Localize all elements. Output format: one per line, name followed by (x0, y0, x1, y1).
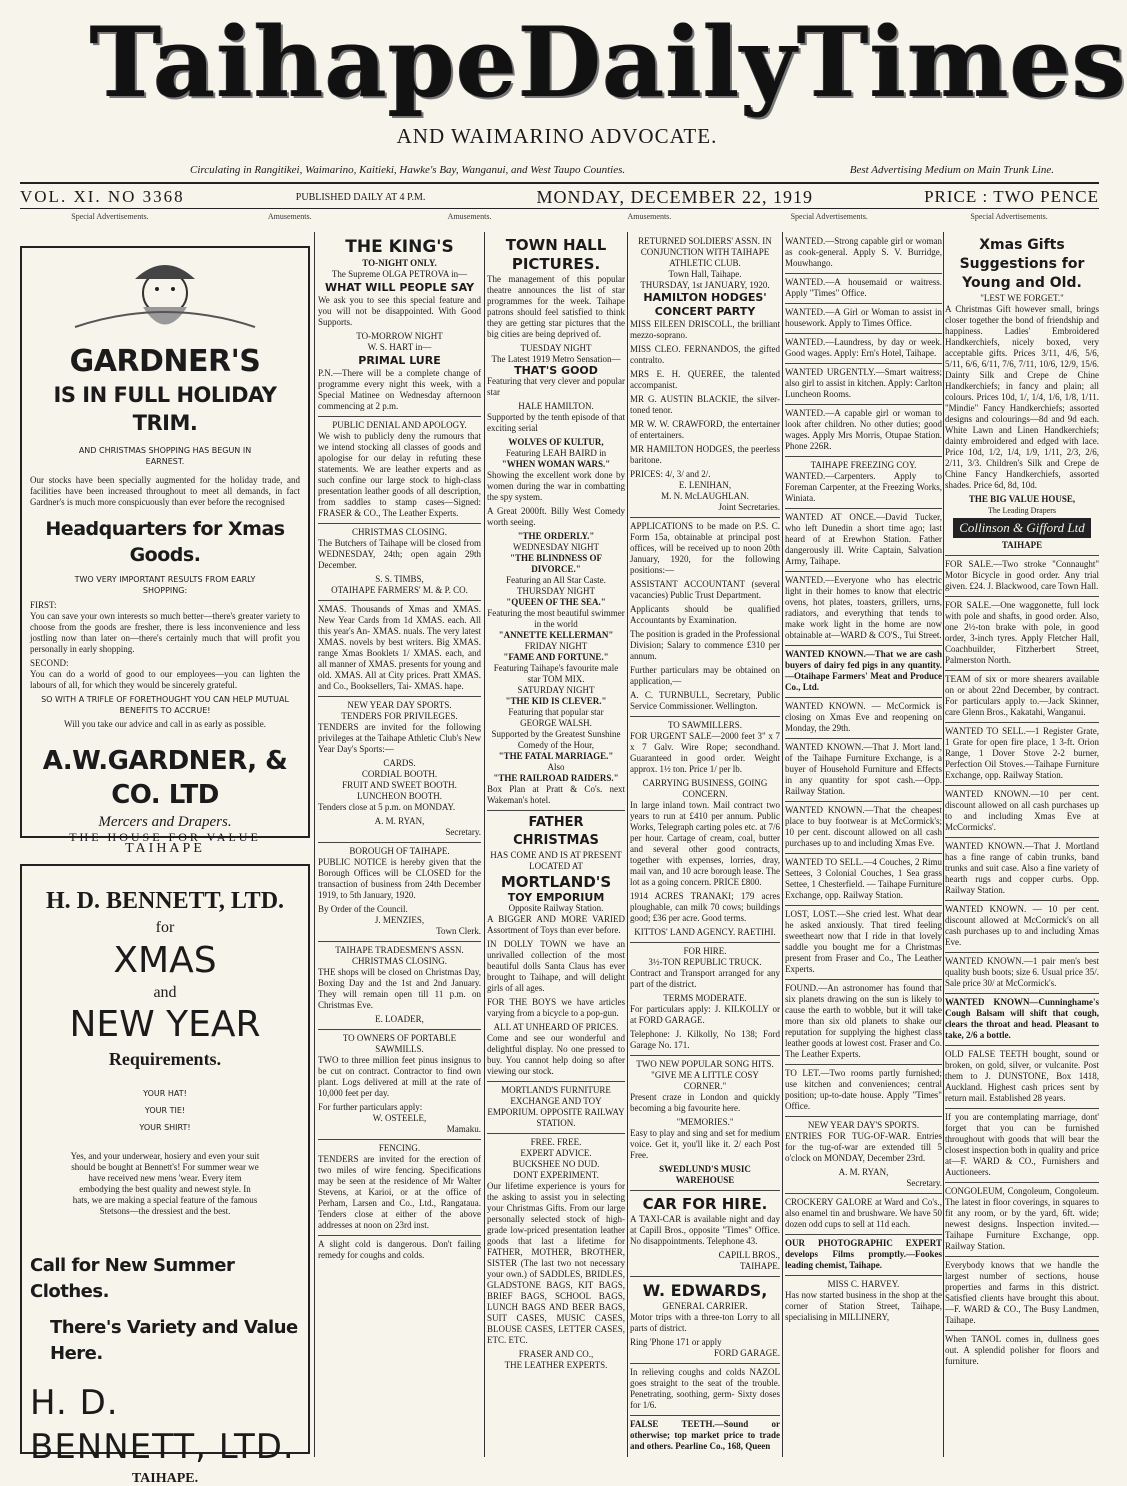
false-teeth: FALSE TEETH.—Sound or otherwise; top market price to trade and others. Pearline Co., 168, Queen (630, 1415, 780, 1452)
telephone: Telephone: J. Kilkolly, No 138; Ford Garage No. 171. (630, 1029, 780, 1050)
tanol: When TANOL comes in, dullness goes out. A splendid polisher for floors and furniture. (945, 1330, 1099, 1367)
wanted-pigs: WANTED KNOWN.—That we are cash buyers of dairy fed pigs in any quantity.—Otaihape Farmers' Meat and Produce Co., Ltd. (785, 645, 942, 693)
leah: Featuring LEAH BAIRD in (505, 448, 607, 458)
category-label: Amusements. (447, 212, 492, 221)
sale-waggonette: FOR SALE.—One waggonette, full lock with pole and shafts, in good order. Also, one 2½-ton brake with pole, in good order, 3-inch tyres. Apply Fletcher Hall, Coachbuilder, Fitzherbert Street, Palmerston North. (945, 596, 1099, 666)
hart: W. S. HART in— (367, 342, 432, 352)
column-1 (20, 232, 310, 1486)
santa-icon (65, 257, 265, 337)
xmas-label: XMAS (113, 940, 217, 981)
orderly-intro: A Great 2000ft. Billy West Comedy worth seeing. (487, 506, 625, 527)
performer-hodges: MR HAMILTON HODGES, the peerless baritone. (630, 444, 780, 465)
discount: WANTED KNOWN.—10 per cent. discount allowed on all cash purchases up to and including Xmas Eve at McCormicks'. (945, 785, 1099, 833)
gardner-advert (20, 246, 310, 856)
column-3 (487, 232, 625, 1457)
circulation: Circulating in Rangitikei, Waimarino, Kaitieki, Hawke's Bay, Wanganui, and West Taupo Counties. (190, 164, 626, 176)
issue-date: MONDAY, DECEMBER 22, 1919 (536, 186, 813, 207)
divorce-body: Featuring an All Star Caste. (506, 575, 606, 585)
volume-number: VOL. XI. NO 3368 (20, 187, 185, 206)
qualified: Applicants should be qualified Accountants by Examination. (630, 604, 780, 625)
found: FOUND.—An astronomer has found that six planets drawing on the sun is likely to cause the earth to wobble, but it will take more than six old planets to shake our reputation for supplying the highest class leather goods at lowest cost. Fraser and Co. The Leather Experts. (785, 979, 942, 1060)
gardner-firm: A.W.GARDNER, & CO. LTD (42, 746, 288, 810)
concert-party: HAMILTON HODGES' CONCERT PARTY (643, 291, 767, 318)
walsh-intro: Featuring that popular star (508, 707, 604, 717)
and-label: and (153, 984, 177, 1001)
tug-body: ENTRIES FOR TUG-OF-WAR. Entries for the tug-of-war are extended till 5 o'clock on MONDAY, December 23rd. (785, 1131, 942, 1163)
category-label: Amusements. (627, 212, 672, 221)
first-label: FIRST: (30, 600, 57, 610)
gardner-town: TAIHAPE (125, 841, 205, 856)
your-shirt: YOUR SHIRT! (139, 1123, 191, 1132)
tenders-close: Tenders close at 5 p.m. on MONDAY. (318, 802, 456, 812)
gifts-list: A Christmas Gift however small, brings closer together the bond of friendship and happiness. Ladies' Embroidered Handkerchiefs, nicely boxed, very acceptable gifts. Prices 3/11, 4/6, 5/6, 5/11, 6/6, 6/11, 7/6, 7/11, 10/6, 12/9, 15/6. Dainty Silk and Crepe de Chine Handkerchiefs; in fancy and plain; all colours. Prices 10d, 1/, 1/4, 1/6, 1/8, 1/11. "Mindie" Fancy Handkerchiefs; assorted designs and colourings—8d and 9d each. White Lawn and Linen Handkerchiefs; dainty embroidered and edged with lace. Price 10d, 1/2, 1/4, 1/9, 1/11, 2/3, 2/6, 2/11, 3/3. Children's Silk and Crepe de Chine Fancy Handkerchiefs, assorted shades. Price 6d, 8d, 10d. (945, 304, 1099, 490)
performer-queree: MRS E. H. QUEREE, the talented accompanist. (630, 369, 780, 390)
wanted-tucker: WANTED AT ONCE.—David Tucker, who left Dunedin a short time ago; last heard of at Erewhon Station. Father dangerously ill. Write Captain, Salvation Army, Taihape. (785, 508, 942, 567)
sawmill-title: TO OWNERS OF PORTABLE SAWMILLS. (318, 1029, 481, 1055)
hire-title: FOR HIRE. (630, 942, 780, 957)
sea-body: Featuring the most beautiful swimmer in the world (487, 608, 625, 629)
second-reason: You can do a world of good to our employees—you can lighten the labours of all, for which they would be sincerely grateful. (30, 669, 300, 690)
town-clerk: Town Clerk. (436, 926, 481, 936)
film-thats-good: THAT'S GOOD (514, 364, 598, 377)
tenders-title: TENDERS FOR PRIVILEGES. (341, 711, 458, 721)
fruit-booth: FRUIT AND SWEET BOOTH. (342, 780, 457, 790)
mercers: Mercers and Drapers. (98, 814, 232, 830)
call-summer: Call for New Summer Clothes. (30, 1255, 235, 1302)
first-reason: You can save your own interests so much better—there's greater variety to choose from the goods are fresher, there is less inconvenience and less jostling now than later on—there's certainly much that will profit you personally in early shopping. (30, 611, 300, 654)
gardner-headline: Headquarters for Xmas Goods. (45, 518, 285, 566)
film-1: WHAT WILL PEOPLE SAY (324, 281, 475, 294)
saturday: SATURDAY NIGHT (517, 685, 595, 695)
advertising-line: Best Advertising Medium on Main Trunk Line. (849, 164, 1054, 176)
terms: TERMS MODERATE. (663, 993, 747, 1003)
wanted-mccormick: WANTED KNOWN. — McCormick is closing on Xmas Eve and reopening on Monday, the 29th. (785, 697, 942, 734)
advice: Will you take our advice and call in as early as possible. (63, 719, 267, 729)
film-2-body: P.N.—There will be a complete change of programme every night this week, with a Special Matinee on Wednesday afternoon commencing at 2 p.m. (318, 368, 481, 411)
sawmill-more: For further particulars apply: (318, 1102, 423, 1112)
lost-lost: LOST, LOST.—She cried lest. What dear he asked anxiously. That tired feeling sweetheart now that I ride in that lovely saddle you bought me for a Christmas present from Fraser and Co., The Leather Experts. (785, 905, 942, 975)
tonight: TO-NIGHT ONLY. (362, 258, 437, 268)
crockery: CROCKERY GALORE at Ward and Co's., also enamel tin and brushware. We have 50 dozen odd cups to sell at 11d each. (785, 1193, 942, 1230)
dolly-town: IN DOLLY TOWN we have an unrivalled collection of the most beautiful dolls Santa Claus has ever brought to Taihape, and will delight girls of all ages. (487, 939, 625, 993)
ring-phone: Ring 'Phone 171 or apply (630, 1337, 722, 1347)
denial-body: We wish to publicly deny the rumours that we intend stocking all classes of goods and apologise for our delay in refuting these statements. We are leather experts and as such confine our large stock to high-class presentation leather goods of all description, from saddles to stamp cases—Signed: FRASER & CO., The Leather Experts. (318, 431, 481, 518)
collinson-town: TAIHAPE (1001, 540, 1043, 550)
hale-hamilton: HALE HAMILTON. (518, 401, 594, 411)
column-rule (943, 232, 944, 1457)
fencing-body: TENDERS are invited for the erection of two miles of wire fencing. Specifications may be seen at the residence of Mr Walter Stevens, at Karioi, or at the office of Perham, Larsen and Co., Ltd., Rangataua. Tenders close at either of the above addresses at noon on 23rd inst. (318, 1154, 481, 1230)
wanted-to-sell: WANTED TO SELL.—4 Couches, 2 Rimu Settees, 3 Colonial Couches, 1 Sea grass Settee, 1 Chesterfield. — Taihape Furniture Exchange, opp. Railway Station. (785, 853, 942, 901)
swedlund: SWEDLUND'S MUSIC WAREHOUSE (659, 1164, 751, 1185)
divider (20, 182, 1099, 184)
kings-title: THE KING'S (345, 237, 454, 257)
wanted-housemaid: WANTED.—A housemaid or waitress. Apply "Times" Office. (785, 273, 942, 299)
town-hall-title: TOWN HALL PICTURES. (505, 236, 607, 273)
tug-secretary: Secretary. (906, 1178, 942, 1188)
trades-body: THE shops will be closed on Christmas Day, Boxing Day and the 1st and 2nd January. They will remain open till 11 p.m. on Christmas Eve. (318, 967, 481, 1010)
ryan-sign: A. M. RYAN, (374, 816, 425, 826)
turnbull: A. C. TURNBULL, Secretary, Public Service Commissioner. Wellington. (630, 690, 780, 711)
tenders-body: TENDERS are invited for the following privileges at the Taihape Athletic Club's New Year Day's Sports:— (318, 722, 481, 754)
landmen: Everybody knows that we handle the largest number of sections, house properties and farms in this district. Satisfied clients have brought this about.—F. WARD & CO., The Busy Landmen, Taihape. (945, 1256, 1099, 1326)
memories: "MEMORIES." (676, 1117, 734, 1127)
opp-station: Opposite Railway Station. (508, 903, 604, 913)
rsa-title: RETURNED SOLDIERS' ASSN. IN CONJUNCTION WITH TAIHAPE ATHLETIC CLUB. (638, 236, 772, 268)
divider (20, 208, 1099, 209)
performer-cleo: MISS CLEO. FERNANDOS, the gifted contralto. (630, 344, 780, 365)
performer-eileen: MISS EILEEN DRISCOLL, the brilliant mezzo-soprano. (630, 319, 780, 340)
lenihan: E. LENIHAN, (678, 480, 732, 490)
motor-trips: Motor trips with a three-ton Lorry to all parts of district. (630, 1312, 780, 1333)
for-label: for (155, 919, 175, 936)
supreme: The Supreme OLGA PETROVA in— (331, 269, 468, 279)
lest-forget: "LEST WE FORGET." (980, 293, 1064, 303)
wire-rope: FOR URGENT SALE—2000 feet 3" x 7 x 7 Galv. Wire Rope; secondhand. Guaranteed in good order. Weight approx. 1½ ton. Price 1/ per lb. (630, 731, 780, 774)
free-free: FREE. FREE. (487, 1133, 625, 1148)
father-christmas: FATHER CHRISTMAS (487, 810, 625, 850)
car-for-hire: CAR FOR HIRE. (630, 1190, 780, 1214)
kellerman: "ANNETTE KELLERMAN" (498, 630, 614, 640)
trifle-note: SO WITH A TRIFLE OF FORETHOUGHT YOU CAN HELP MUTUAL BENEFITS TO ACCRUE! (41, 695, 289, 715)
tug-ryan: A. M. RYAN, (838, 1167, 889, 1177)
box-plan: Box Plan at Pratt & Co's. next Wakeman's hotel. (487, 784, 625, 805)
ryan-title: Secretary. (445, 827, 481, 837)
unheard-prices: ALL AT UNHEARD OF PRICES. (493, 1022, 619, 1032)
gardner-name: GARDNER'S (69, 344, 261, 379)
bennett-advert (20, 864, 310, 1486)
title-word-3: Times (797, 6, 1127, 119)
salary: The position is graded in the Professional Division; Salary to commence £310 per annum. (630, 629, 780, 661)
variety-value: There's Variety and Value Here. (50, 1317, 298, 1364)
gardner-trim: IS IN FULL HOLIDAY TRIM. (53, 383, 277, 435)
big-value-house: THE BIG VALUE HOUSE, (968, 494, 1076, 504)
denial-title: PUBLIC DENIAL AND APOLOGY. (318, 416, 481, 431)
nazol: In relieving coughs and colds NAZOL goes straight to the seat of the trouble. Penetrating, soothing, germ- Sixty doses for 1/6. (630, 1363, 780, 1411)
performer-crawford: MR W. W. CRAWFORD, the entertainer of entertainers. (630, 419, 780, 440)
discount-mccormick: WANTED KNOWN. — 10 per cent. discount allowed at McCormick's on all cash purchases up to and including Xmas Eve. (945, 900, 1099, 948)
film-2: PRIMAL LURE (358, 354, 441, 367)
category-label: Special Advertisements. (790, 212, 868, 221)
song-hits: TWO NEW POPULAR SONG HITS. "GIVE ME A LITTLE COSY CORNER." (630, 1055, 780, 1092)
closing-title: CHRISTMAS CLOSING. (318, 523, 481, 538)
sell-grates: WANTED TO SELL.—1 Register Grate, 1 Grate for open fire place, 1 3-ft. Orion Range, 1 Dover Stove 2-2 burner, Perfection Oil Stoves.—Taihape Furniture Exchange, opp. Railway Station. (945, 722, 1099, 781)
column-6 (945, 232, 1099, 1457)
xmas-cards: XMAS. Thousands of Xmas and XMAS. New Year Cards from 1d XMAS. each. All this year's An- XMAS. nuals. The very latest XMAS. novels by best writers. Big XMAS. range Xmas Booklets 1/ XMAS. each, and all manner of XMAS. presents for young and old. XMAS. All at City prices. Pratt XMAS. and Co., Booksellers, Tai- XMAS. hape. (318, 600, 481, 692)
mortland-store: MORTLAND'S FURNITURE EXCHANGE AND TOY EMPORIUM. OPPOSITE RAILWAY STATION. (487, 1081, 625, 1129)
sawmill-body: TWO to three million feet pinus insignus to be cut on contract. Contractor to find own plant. Logs delivered at mill at the rate of 10,000 feet per day. (318, 1055, 481, 1098)
wanted-cook: WANTED.—Strong capable girl or woman as cook-general. Apply S. V. Burridge, Mouwhango. (785, 236, 942, 268)
santa-illustration (30, 254, 300, 339)
category-label: Special Advertisements. (970, 212, 1048, 221)
column-rule (484, 232, 485, 1457)
fc-sub: HAS COME AND IS AT PRESENT LOCATED AT (490, 850, 622, 871)
walsh: GEORGE WALSH. (520, 718, 592, 728)
your-tie: YOUR TIE! (144, 1106, 186, 1115)
circulation-line (190, 164, 1054, 176)
title-word-2: Daily (518, 6, 798, 119)
closing-org: OTAIHAPE FARMERS' M. & P. CO. (331, 585, 468, 595)
closing-body: The Butchers of Taihape will be closed from WEDNESDAY, 24th; open again 29th December. (318, 538, 481, 570)
fame-fortune: "FAME AND FORTUNE." (503, 652, 609, 662)
sawmillers-title: TO SAWMILLERS. (630, 716, 780, 731)
column-2 (318, 232, 481, 1457)
sports-title: NEW YEAR DAY SPORTS. (318, 696, 481, 711)
title-word-1: Taihape (90, 6, 519, 119)
bigger: A BIGGER AND MORE VARIED Assortment of Toys than ever before. (487, 914, 625, 935)
wanted-footwear: WANTED KNOWN.—That the cheapest place to buy footwear is at McCormick's; 10 per cent. discount allowed on all cash purchases up to and including Xmas Eve. (785, 801, 942, 849)
expert-advice: EXPERT ADVICE. (520, 1148, 592, 1158)
carrying-body: In large inland town. Mail contract two years to run at £410 per annum. Public Works, Telegraph carting poles etc. at 7/6 per hour. Cartage of cream, coal, butter and several other good contracts, together with expenses, lorries, dray, mail van, and 10 acre borough lease. The lot as a going concern. PRICE £800. (630, 800, 780, 887)
carrying-title: CARRYING BUSINESS, GOING CONCERN. (642, 778, 768, 799)
gardner-results: TWO VERY IMPORTANT RESULTS FROM EARLY SHOPPING: (74, 575, 256, 595)
songs-body: Present craze in London and quickly becoming a big favourite here. (630, 1092, 780, 1113)
tranaki-acres: 1914 ACRES TRANAKI; 179 acres ploughable, can milk 70 cows; buildings good; £36 per acre. Good terms. (630, 891, 780, 923)
come-see: Come and see our wonderful and delightful display. No one pressed to buy. You cannot help doing so after viewing our stock. (487, 1033, 625, 1076)
trunks: WANTED KNOWN.—That J. Mortland has a fine range of cabin trunks, band trunks and suit case. Also a fine variety of hearth rugs and copper curbs. Opp. Railway Station. (945, 837, 1099, 896)
boys: FOR THE BOYS we have articles varying from a bicycle to a pop-gun. (487, 997, 625, 1018)
kittos-agency: KITTOS' LAND AGENCY. RAETIHI. (634, 927, 776, 937)
borough-body: PUBLIC NOTICE is hereby given that the Borough Offices will be CLOSED for the transaction of business from 24th December 1919, to 5th January, 1920. (318, 857, 481, 900)
republic-truck: 3½-TON REPUBLIC TRUCK. (648, 957, 762, 967)
bennett-logo: H. D. BENNETT, LTD. (30, 1383, 295, 1467)
second-label: SECOND: (30, 658, 69, 668)
slight-cold: A slight cold is dangerous. Don't failing remedy for coughs and colds. (318, 1235, 481, 1261)
hale-body: Supported by the tenth episode of that exciting serial (487, 412, 625, 433)
freezing-coy: TAIHAPE FREEZING COY. (785, 456, 942, 471)
orderly: "THE ORDERLY." (517, 531, 595, 541)
toy-emporium: TOY EMPORIUM (507, 891, 605, 904)
category-label: Amusements. (267, 212, 312, 221)
leather-experts: THE LEATHER EXPERTS. (504, 1360, 608, 1370)
new-year-label: NEW YEAR (69, 1004, 261, 1045)
bennett-body: Yes, and your underwear, hosiery and even your suit should be bought at Bennett's! For summer wear we have received new mens 'wear. Every item embodying the best quality and newest style. In hats, we are making a special feature of the famous Stetsons—the dressiest and the best. (70, 1151, 260, 1216)
harvey-body: Has now started business in the shop at the corner of Station Street, Taihape, specialising in MILLINERY, (785, 1290, 942, 1322)
bennett-name: H. D. BENNETT, LTD. (45, 888, 285, 914)
wolves: WOLVES OF KULTUR, (508, 437, 604, 447)
wanted-waitress: WANTED URGENTLY.—Smart waitress; also girl to assist in kitchen. Apply: Carlton Luncheon Rooms. (785, 363, 942, 400)
gifts-title: Xmas Gifts Suggestions for Young and Old. (959, 237, 1085, 291)
category-label: Special Advertisements. (71, 212, 149, 221)
fatal-marriage: "THE FATAL MARRIAGE." (498, 751, 614, 761)
photo-expert: OUR PHOTOGRAPHIC EXPERT develops Films promptly.—Fookes leading chemist, Taihape. (785, 1234, 942, 1271)
wanted-electric: WANTED.—Everyone who has electric light in their homes to know that electric ovens, hot plates, toasters, grillers, urns, radiators, and everything that tends to make work light in the home are now obtainable at—WARD & CO'S., Tui Street. (785, 571, 942, 641)
truck-body: Contract and Transport arranged for any part of the district. (630, 968, 780, 989)
luncheon-booth: LUNCHEON BOOTH. (357, 791, 442, 801)
masthead (0, 0, 1127, 225)
town-hall: Town Hall, Taihape. (668, 269, 742, 279)
mamaku: Mamaku. (446, 1124, 481, 1134)
women-wars: "WHEN WOMAN WARS." (501, 459, 611, 469)
concert-prices: PRICES: 4/, 3/ and 2/. (630, 469, 711, 479)
trades-sub: CHRISTMAS CLOSING. (351, 956, 447, 966)
your-hat: YOUR HAT! (143, 1089, 187, 1098)
gifts-body: Our lifetime experience is yours for the asking to assist you in selecting your Christmas Gifts. From our large personally selected stock of high-grade low-priced presentation leather goods that last a lifetime for FATHER, MOTHER, BROTHER, SISTER (The last two not necessary your own.) of SADDLES, BRIDLES, GLADSTONE BAGS, KIT BAGS, BRIEF BAGS, SCHOOL BAGS, LUNCH BAGS AND BEER BAGS, SUIT CASES, MUSIC CASES, BLOUSE CASES, LETTER CASES, ETC. ETC. (487, 1181, 625, 1345)
kid-clever: "THE KID IS CLEVER." (505, 696, 607, 706)
wanted-carpenters: WANTED.—Carpenters. Apply to Foreman Carpenter, at the Freezing Works, Winiata. (785, 471, 942, 503)
borough-title: BOROUGH OF TAIHAPE. (318, 842, 481, 857)
dont-experiment: DONT EXPERIMENT. (513, 1170, 599, 1180)
capill-bros: CAPILL BROS., (718, 1250, 780, 1260)
concert-date: THURSDAY, 1st JANUARY, 1920. (640, 280, 770, 290)
sale-motorbike: FOR SALE.—Two stroke "Connaught" Motor Bicycle in good order. Any trial given. £24. J. Blackwood, care Town Hall. (945, 555, 1099, 592)
wednesday: WEDNESDAY NIGHT (512, 542, 600, 552)
wanted-mortland: WANTED KNOWN.—That J. Mort land, of the Taihape Furniture Exchange, is a buyer of Household Furniture and Effects in any quantity for spot cash.—Opp. Railway Station. (785, 738, 942, 797)
borough-order: By Order of the Council. (318, 904, 408, 914)
women-body: Showing the excellent work done by women during the war in combatting the spy system. (487, 470, 625, 502)
fame-body: Featuring Taihape's favourite male star TOM MIX. (493, 663, 619, 684)
newspaper-title (90, 6, 1127, 119)
wanted-nurse: WANTED.—A capable girl or woman to look after children. No other duties; good wages. Apply Mrs Morris, Otupae Station. Phone 226R. (785, 404, 942, 452)
tuesday: TUESDAY NIGHT (520, 343, 592, 353)
wanted-girl: WANTED.—A Girl or Woman to assist in housework. Apply to Times Office. (785, 303, 942, 329)
further: Further particulars may be obtained on application,— (630, 665, 780, 686)
also: Also (547, 762, 565, 772)
column-rule (782, 232, 783, 1457)
kilkolly: For particulars apply: J. KILKOLLY or at FORD GARAGE. (630, 1004, 780, 1025)
column-categories (20, 212, 1099, 221)
car-body: A TAXI-CAR is available night and day at Capill Bros., opposite "Times" Office. No disappointments. Telephone 43. (630, 1214, 780, 1246)
to-let: TO LET.—Two rooms partly furnished; use kitchen and conveniences; central position; up-to-date house. Apply "Times" Office. (785, 1064, 942, 1112)
loader-sign: E. LOADER, (375, 1014, 424, 1024)
bennett-town: TAIHAPE. (131, 1471, 199, 1486)
mortlands: MORTLAND'S (500, 873, 612, 891)
house-value: THE HOUSE FOR VALUE (69, 830, 261, 844)
assistant-accountant: ASSISTANT ACCOUNTANT (several vacancies) Public Trust Department. (630, 579, 780, 600)
closing-sign: S. S. TIMBS, (375, 574, 424, 584)
mclaughlan: M. N. McLAUGHLAN. (661, 491, 749, 501)
congoleum: CONGOLEUM, Congoleum, Congoleum. The latest in floor coverings, in squares to fit any room, or by the yard, 6ft. wide; newest designs. Inspection invited.—Taihape Furniture Exchange, opp. Railway Station. (945, 1182, 1099, 1252)
ford-garage: FORD GARAGE. (713, 1348, 780, 1358)
old-teeth: OLD FALSE TEETH bought, sound or broken, on gold, silver, or vulcanite. Post them to J. DUNSTONE, Box 1418, Auckland. Highest cash prices sent by return mail. Established 28 years. (945, 1045, 1099, 1104)
film-1-body: We ask you to see this special feature and you will not be disappointed. With Good Supports. (318, 295, 481, 327)
price: PRICE : TWO PENCE (924, 187, 1099, 206)
general-carrier: GENERAL CARRIER. (662, 1301, 748, 1311)
edwards: W. EDWARDS, (630, 1276, 780, 1301)
published-time: PUBLISHED DAILY AT 4 P.M. (295, 191, 426, 203)
steele-sign: W. OSTEELE, (372, 1113, 427, 1123)
divorce: "THE BLINDNESS OF DIVORCE." (509, 553, 603, 574)
memories-body: Easy to play and sing and set for medium voice. Get it, you'll like it. 2/ each Post Free. (630, 1128, 780, 1160)
tomorrow: TO-MORROW NIGHT (356, 331, 443, 341)
dateline (20, 186, 1099, 208)
shearers: TEAM of six or more shearers available on or about 22nd December, by contract. For particulars apply to.—Jack Skinner, care Glenn Bros., Kakatahi, Wanganui. (945, 670, 1099, 718)
thursday: THURSDAY NIGHT (516, 586, 596, 596)
miss-harvey: MISS C. HARVEY. (785, 1275, 942, 1290)
applications: APPLICATIONS to be made on P.S. C. Form 15a, obtainable at principal post offices, will be received up to noon 20th January, 1920, for the following positions:— (630, 517, 780, 576)
cough-balsam: WANTED KNOWN—Cunninghame's Cough Balsam will shift that cough, clears the throat and head. Pleasant to take, 2/6 a bottle. (945, 993, 1099, 1041)
column-rule (627, 232, 628, 1457)
joint-secretaries: Joint Secretaries. (718, 502, 780, 512)
gardner-body: Our stocks have been specially augmented for the holiday trade, and facilities have been increased throughout to meet all demands, in fact Gardner's is much more conspicuously than ever before the recognised (30, 475, 300, 507)
gardner-intro: AND CHRISTMAS SHOPPING HAS BEGUN IN EARNEST. (78, 446, 252, 466)
sunshine: Supported by the Greatest Sunshine Comedy of the Hour, (491, 729, 621, 750)
cards: CARDS. (383, 758, 416, 768)
fencing-title: FENCING. (318, 1139, 481, 1154)
collinson-logo: Collinson & Gifford Ltd (953, 518, 1091, 538)
leading-drapers: The Leading Drapers (988, 506, 1056, 515)
wanted-laundress: WANTED.—Laundress, by day or week. Good wages. Apply: Ern's Hotel, Taihape. (785, 333, 942, 359)
film-thats-good-body: Featuring that very clever and popular star (487, 376, 625, 397)
page-body (20, 232, 1099, 1486)
menzies-sign: J. MENZIES, (374, 915, 425, 925)
fraser-sign: FRASER AND CO., (518, 1349, 594, 1359)
tuesday-body: The Latest 1919 Metro Sensation— (491, 354, 621, 364)
bush-boots: WANTED KNOWN.—1 pair men's best quality bush boots; size 6. Usual price 35/. Sale price 30/ at McCormick's. (945, 952, 1099, 989)
column-rule (314, 232, 315, 1457)
buckshee: BUCKSHEE NO DUD. (512, 1159, 600, 1169)
subtitle: AND WAIMARINO ADVOCATE. (396, 124, 718, 148)
column-4 (630, 232, 780, 1457)
railroad-raiders: "THE RAILROAD RAIDERS." (493, 773, 619, 783)
tug-title: NEW YEAR DAY'S SPORTS. (785, 1116, 942, 1131)
marriage: If you are contemplating marriage, dont' forget that you can be furnished throughout with goods that will bear the closest inspection both in quality and price at—F. WARD & CO., Furnishers and Auctioneers. (945, 1108, 1099, 1178)
friday: FRIDAY NIGHT (524, 641, 588, 651)
queen-sea: "QUEEN OF THE SEA." (506, 597, 606, 607)
trades-title: TAIHAPE TRADESMEN'S ASSN. (318, 941, 481, 956)
capill-town: TAIHAPE. (739, 1261, 780, 1271)
performer-blackie: MR G. AUSTIN BLACKIE, the silver-toned tenor. (630, 394, 780, 415)
column-5 (785, 232, 942, 1457)
hall-body: The management of this popular theatre announces the list of star programmes for the week. Taihape patrons should feel satisfied to think they are getting star pictures that the big cities are being deprived of. (487, 274, 625, 339)
requirements: Requirements. (108, 1049, 222, 1069)
cordial-booth: CORDIAL BOOTH. (361, 769, 438, 779)
